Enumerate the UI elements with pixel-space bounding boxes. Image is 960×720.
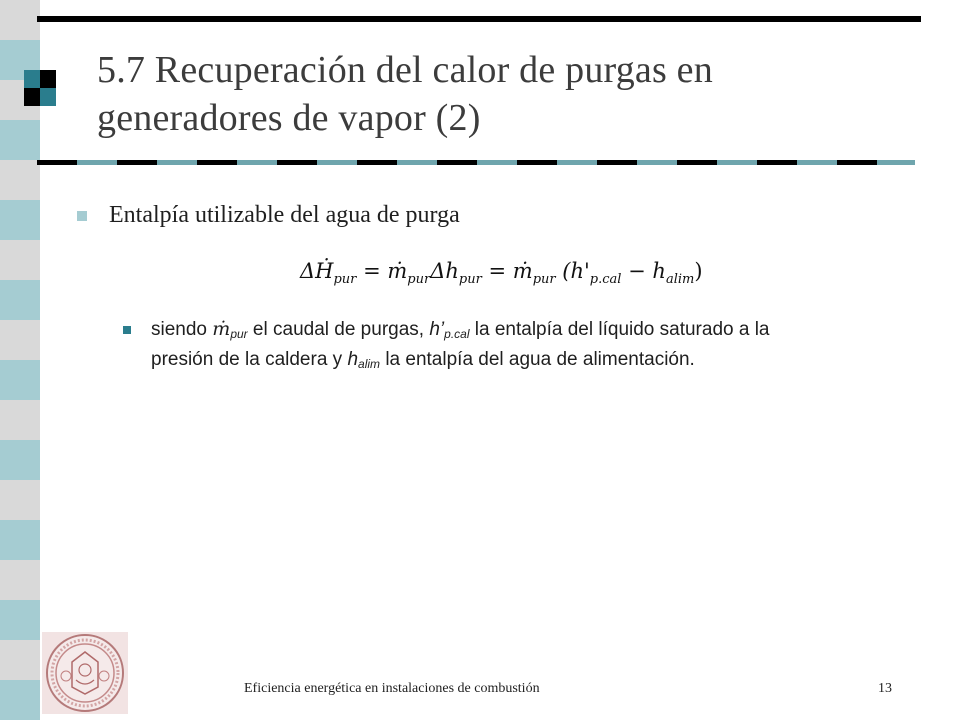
sub-bullet-h2-sub: alim [358,357,381,371]
page-number: 13 [878,681,892,696]
formula-hp-sub: p.cal [589,272,622,287]
bullet-text: Entalpía utilizable del agua de purga [109,202,460,228]
formula-ha-sub: alim [665,272,695,287]
formula-m1: ṁ [387,259,408,283]
sub-bullet-m-sub: pur [230,327,248,341]
sub-bullet-t4: presión de la caldera y [151,349,348,370]
strip-tile [0,200,40,240]
sub-bullet-marker [123,326,131,334]
sub-bullet-h1: h’ [429,319,445,340]
strip-tile [0,400,40,440]
strip-tile [0,440,40,480]
sub-bullet-m: ṁ [212,318,231,340]
formula-open: (h' [555,259,590,283]
top-rule [37,16,921,22]
strip-tile [0,160,40,200]
slide-title [97,46,917,142]
formula-close: ) [694,259,703,283]
formula-m1-sub: pur [407,272,431,287]
strip-tile [0,240,40,280]
slide-title-line1: 5.7 Recuperación del calor de purgas en [97,49,713,91]
strip-tile [0,680,40,720]
formula-m2: ṁ [512,259,533,283]
sub-bullet-h1-sub: p.cal [444,327,470,341]
bullet-marker [77,211,87,221]
strip-tile [0,520,40,560]
strip-tile [0,560,40,600]
strip-tile [0,360,40,400]
strip-tile [0,120,40,160]
sub-bullet-t5: la entalpía del agua de alimentación. [380,349,695,370]
formula-eq2: = [481,259,513,283]
formula-lhs: ΔḢ [300,259,334,283]
formula-lhs-sub: pur [333,272,357,287]
sub-bullet-t3: la entalpía del líquido saturado a la [469,319,770,340]
strip-tile [0,640,40,680]
title-divider [37,160,915,165]
sub-bullet-h2: h [347,349,359,370]
formula-m2-sub: pur [532,272,556,287]
left-decorative-strip [0,0,40,720]
strip-tile [0,280,40,320]
corner-squares-decoration [24,70,56,106]
slide-title-line2: generadores de vapor (2) [97,97,481,139]
sub-bullet-text [151,316,911,377]
sub-bullet-t1: siendo [151,319,213,340]
formula-minus: − h [621,259,666,283]
strip-tile [0,0,40,40]
formula-dh: Δh [430,259,459,283]
strip-tile [0,600,40,640]
strip-tile [0,480,40,520]
footer-text: Eficiencia energética en instalaciones de combustión [244,681,540,696]
enthalpy-formula [300,256,703,295]
formula-eq1: = [356,259,388,283]
strip-tile [0,320,40,360]
university-seal-icon [42,632,128,714]
sub-bullet-t2: el caudal de purgas, [247,319,430,340]
formula-dh-sub: pur [458,272,482,287]
